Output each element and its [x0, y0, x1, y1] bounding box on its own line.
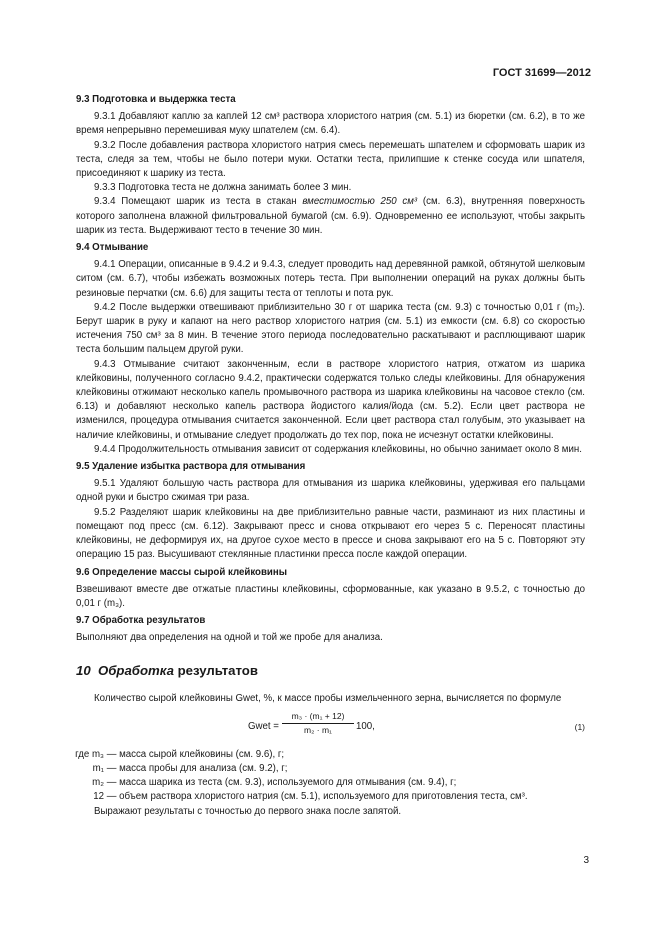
definition-key: где m₃ [75, 748, 104, 760]
definition-text: — масса шарика из теста (см. 9.3), используемого для отмывания (см. 9.4), г; [104, 777, 457, 789]
definition-text: — масса пробы для анализа (см. 9.2), г; [104, 762, 288, 774]
formula-multiplier: 100, [356, 720, 375, 732]
formula-denominator: m₂ · m₁ [304, 724, 332, 735]
page-number: 3 [583, 855, 589, 866]
para-10-intro: Количество сырой клейковины Gwet, %, к массе пробы измельченного зерна, вычисляется по формуле [94, 692, 562, 704]
formula-gwet [76, 710, 585, 744]
para-9-4-4: 9.4.4 Продолжительность отмывания зависит от содержания клейковины, но обычно занимает около 8 мин. [94, 443, 582, 455]
para-9-3-4-end: (см. 6.3), внутренняя поверхность которого заполнена влажной фильтровальной бумагой (см. 6.9). Одновременно ее используют, чтобы закрыть шарик из теста. Выдерживают тесто в течение 30 мин. [76, 196, 585, 236]
para-9-4-2: 9.4.2 После выдержки отвешивают приблизительно 30 г от шарика теста (см. 9.3) с точностью 0,01 г (m₂). Берут шарик в руку и капают на него раствор хлористого натрия (см. 5.1) из емкости (см. 6.8) со скоростью истечения 750 см³ за 8 мин. В течение этого периода последовательно раскатывают и расплющивают шарик теста большим пальцем другой руки. [76, 301, 585, 356]
variable-definitions [66, 748, 585, 805]
para-9-6: Взвешивают вместе две отжатые пластины клейковины, сформованные, как указано в 9.5.2, с точностью до 0,01 г (m₃). [76, 583, 585, 609]
para-9-3-2: 9.3.2 После добавления раствора хлористого натрия смесь перемешать шпателем и сформовать шарик из теста, следя за тем, чтобы не было потери муки. Остатки теста, прилипшие к стенке сосуда или шпателя, присоединяют к шарику из теста. [76, 139, 585, 180]
formula-fraction [282, 710, 354, 736]
definition-item [66, 790, 585, 804]
para-9-7: Выполняют два определения на одной и той же пробе для анализа. [76, 632, 383, 644]
definition-key: m₁ [92, 762, 104, 774]
section-9-7-heading: 9.7 Обработка результатов [76, 615, 206, 627]
standard-header: ГОСТ 31699—2012 [492, 67, 591, 79]
definition-item [66, 776, 585, 790]
section-10-title-rest: результатов [173, 662, 258, 678]
para-9-3-4-start: 9.3.4 Помещают шарик из теста в стакан [94, 196, 303, 208]
section-9-3-heading: 9.3 Подготовка и выдержка теста [76, 94, 236, 105]
definition-item [66, 748, 585, 762]
formula-numerator: m₃ · (m₁ + 12) [282, 710, 354, 724]
definition-key: 12 [93, 791, 104, 803]
definition-text: — объем раствора хлористого натрия (см. 5.1), используемого для приготовления теста, см³. [104, 791, 528, 803]
section-9-4-heading: 9.4 Отмывание [76, 242, 149, 254]
para-9-3-1: 9.3.1 Добавляют каплю за каплей 12 см³ раствора хлористого натрия (см. 5.1) из бюретки (см. 6.2), в то же время непрерывно перемешивая муку шпателем (см. 6.4). [76, 111, 585, 137]
definition-key: m₂ [92, 777, 104, 789]
formula-lhs: Gwet = [248, 720, 279, 732]
para-10-precision: Выражают результаты с точностью до первого знака после запятой. [94, 805, 402, 817]
section-9-5-heading: 9.5 Удаление избытка раствора для отмывания [76, 461, 306, 473]
section-10-heading [76, 663, 585, 679]
para-9-3-4 [76, 195, 585, 238]
definition-text: — масса сырой клейковины (см. 9.6), г; [104, 748, 285, 760]
section-9-6-heading: 9.6 Определение массы сырой клейковины [76, 566, 288, 578]
formula-number: (1) [574, 721, 585, 732]
document-body [76, 93, 585, 819]
section-10-title-italic: Обработка [98, 662, 174, 678]
section-10-number: 10 [76, 662, 91, 678]
para-9-5-1: 9.5.1 Удаляют большую часть раствора для отмывания из шарика клейковины, удерживая его пальцами одной руки и быстро сжимая три раза. [76, 478, 585, 504]
para-9-3-4-emph: вместимостью 250 см³ [302, 196, 418, 208]
para-9-3-3: 9.3.3 Подготовка теста не должна занимать более 3 мин. [94, 182, 352, 194]
para-9-4-1: 9.4.1 Операции, описанные в 9.4.2 и 9.4.3, следует проводить над деревянной рамкой, обтянутой шелковым ситом (см. 6.7), чтобы избежать возможных потерь теста. При выполнении операций на руках должны быть резиновые перчатки (см. 6.6) для защиты теста от теплоты и пота рук. [76, 259, 585, 299]
para-9-4-3: 9.4.3 Отмывание считают законченным, если в растворе хлористого натрия, отжатом из шарика клейковины, полученного согласно 9.4.2, практически содержатся только следы клейковины. Для обнаружения клейковины отжимают несколько капель промывочного раствора из шарика клейковины на часовое стекло (см. 6.13) и добавляют несколько капель раствора йодистого калия/йода (см. 5.2). Если цвет раствора не изменился, процедура отмывания считается законченной. Если цвет раствора стал голубым, это указывает на наличие клейковины, и отмывание следует продолжать до тех пор, пока не исчезнут остатки клейковины. [76, 358, 585, 441]
para-9-5-2: 9.5.2 Разделяют шарик клейковины на две приблизительно равные части, разминают из них пластины и помещают под пресс (см. 6.12). Закрывают пресс и снова открывают его через 5 с. Переносят пластины клейковины, не деформируя их, на другое сухое место в прессе и снова закрывают его на 5 с. Повторяют эту операцию 15 раз. Высушивают стеклянные пластинки пресса после каждой операции. [76, 506, 585, 561]
definition-item [66, 762, 585, 776]
